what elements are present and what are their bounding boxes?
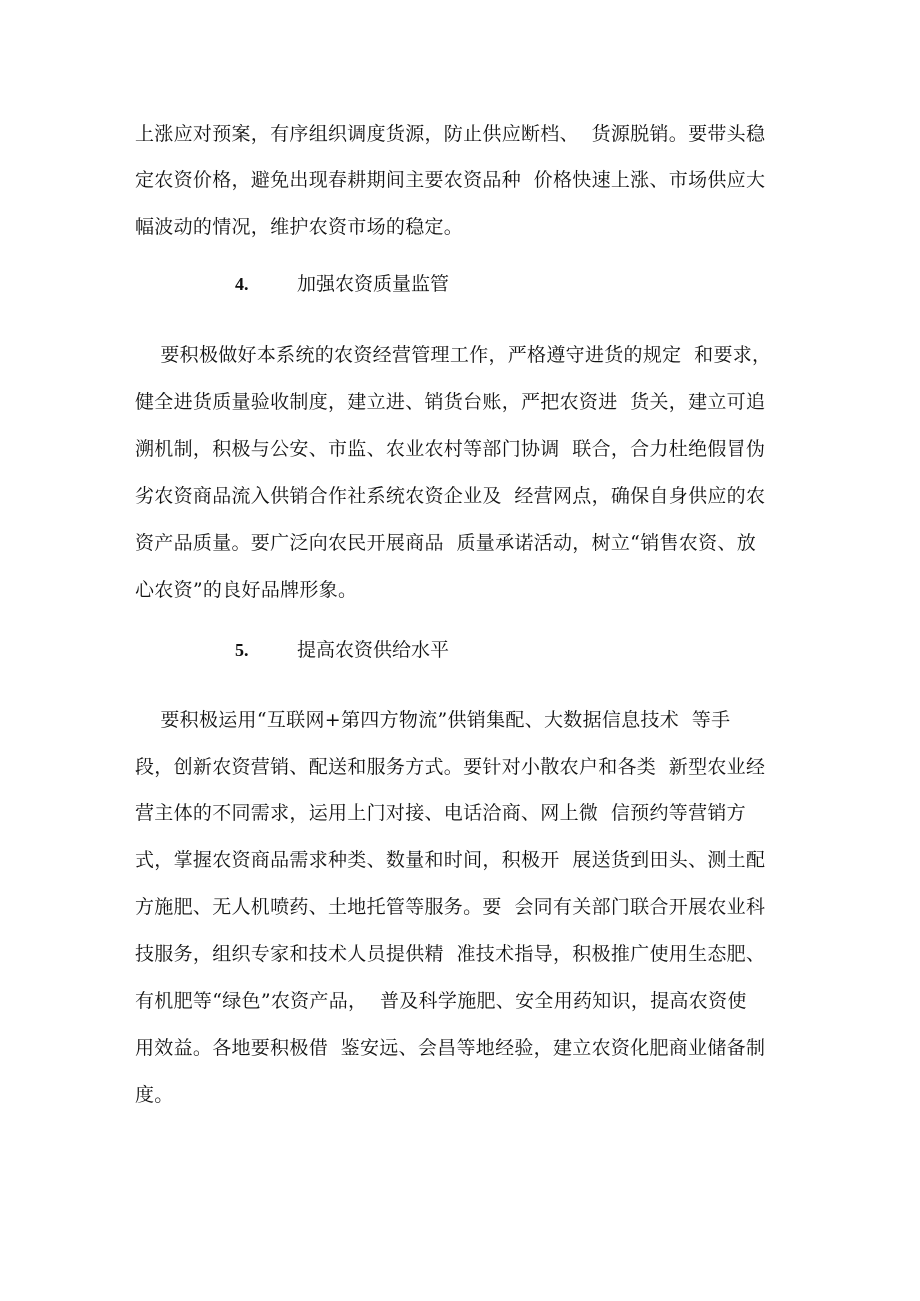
section-5-number: 5. [235,640,249,660]
paragraph-3-line-4: 式，掌握农资商品需求种类、数量和时间，积极开 展送货到田头、测土配 [135,849,766,871]
paragraph-3-line-8: 用效益。各地要积极借 鉴安远、会昌等地经验，建立农资化肥商业储备制 [135,1037,766,1059]
paragraph-3-line-2: 段，创新农资营销、配送和服务方式。要针对小散农户和各类 新型农业经 [135,756,766,778]
paragraph-3-line-1: 要积极运用“互联网+第四方物流”供销集配、大数据信息技术 等手 [135,709,731,731]
paragraph-2-line-5: 资产品质量。要广泛向农民开展商品 质量承诺活动，树立“销售农资、放 [135,532,756,554]
paragraph-2-line-3: 溯机制，积极与公安、市监、农业农村等部门协调 联合，合力杜绝假冒伪 [135,438,766,460]
paragraph-3-line-7: 有机肥等“绿色”农资产品， 普及科学施肥、安全用药知识，提高农资使 [135,990,747,1012]
paragraph-1-line-1: 上涨应对预案，有序组织调度货源，防止供应断档、 货源脱销。要带头稳 [135,123,766,145]
paragraph-3-line-6: 技服务，组织专家和技术人员提供精 准技术指导，积极推广使用生态肥、 [135,943,766,965]
paragraph-1-line-3: 幅波动的情况，维护农资市场的稳定。 [135,216,464,238]
section-4-title: 加强农资质量监管 [297,273,450,295]
section-5-title: 提高农资供给水平 [297,639,450,661]
section-4-number: 4. [235,274,249,294]
paragraph-2-line-1: 要积极做好本系统的农资经营管理工作，严格遵守进货的规定 和要求， [135,344,772,366]
paragraph-2-line-6: 心农资”的良好品牌形象。 [135,579,358,601]
paragraph-3-line-3: 营主体的不同需求，运用上门对接、电话洽商、网上微 信预约等营销方 [135,802,746,824]
paragraph-2-line-2: 健全进货质量验收制度，建立进、销货台账，严把农资进 货关，建立可追 [135,391,766,413]
paragraph-3-line-9: 度。 [135,1084,174,1106]
paragraph-3-line-5: 方施肥、无人机喷药、土地托管等服务。要 会同有关部门联合开展农业科 [135,896,766,918]
paragraph-2-line-4: 劣农资商品流入供销合作社系统农资企业及 经营网点，确保自身供应的农 [135,485,766,507]
paragraph-1-line-2: 定农资价格，避免出现春耕期间主要农资品种 价格快速上涨、市场供应大 [135,169,766,191]
